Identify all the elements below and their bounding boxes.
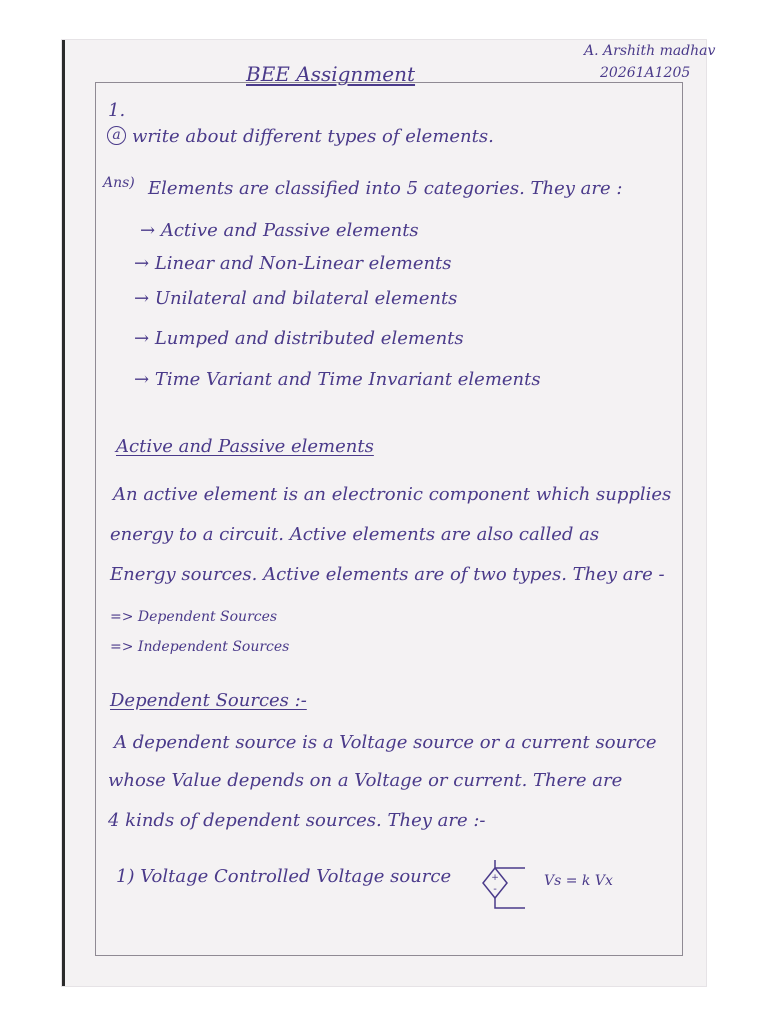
paragraph-line: energy to a circuit. Active elements are also called as <box>110 524 600 545</box>
list-item-label: Active and Passive elements <box>160 220 419 241</box>
answer-intro: Elements are classified into 5 categories. They are : <box>148 178 623 199</box>
roll-number: 20261A1205 <box>600 65 691 81</box>
answer-prefix: Ans) <box>103 175 135 191</box>
part-marker: a <box>107 126 126 145</box>
author-name: A. Arshith madhav <box>584 43 716 59</box>
arrow-icon: → <box>134 328 150 349</box>
section-heading-dependent: Dependent Sources :- <box>110 690 307 711</box>
paragraph-line: Energy sources. Active elements are of two types. They are - <box>110 564 665 585</box>
minus-sign: - <box>493 884 497 895</box>
paragraph-line: 4 kinds of dependent sources. They are :- <box>108 810 486 831</box>
arrow-icon: → <box>134 253 150 274</box>
list-item-label: Dependent Sources <box>137 609 278 625</box>
arrow-icon: → <box>140 220 156 241</box>
arrow-icon: → <box>134 369 150 390</box>
list-item-label: Unilateral and bilateral elements <box>154 288 458 309</box>
list-item <box>110 640 289 654</box>
list-item-label: Lumped and distributed elements <box>154 328 464 349</box>
page-shadow <box>62 40 65 986</box>
list-item-label: Time Variant and Time Invariant elements <box>154 369 541 390</box>
list-item-label: Independent Sources <box>137 639 290 655</box>
paragraph-line: An active element is an electronic component which supplies <box>113 484 672 505</box>
plus-sign: + <box>491 873 499 883</box>
source-type-item: 1) Voltage Controlled Voltage source <box>116 866 452 887</box>
page-title: BEE Assignment <box>246 62 416 86</box>
list-item <box>134 290 457 308</box>
list-item-label: Linear and Non-Linear elements <box>154 253 452 274</box>
double-arrow-icon: => <box>110 609 134 625</box>
question-text: write about different types of elements. <box>132 126 494 147</box>
dependent-voltage-source-icon <box>480 856 530 916</box>
question-number: 1. <box>108 100 126 121</box>
paragraph-line: A dependent source is a Voltage source or a current source <box>114 732 657 753</box>
list-item <box>134 255 452 273</box>
double-arrow-icon: => <box>110 639 134 655</box>
source-formula: Vs = k Vx <box>544 873 613 889</box>
list-item <box>140 222 419 240</box>
section-heading-active: Active and Passive elements <box>116 436 374 457</box>
arrow-icon: → <box>134 288 150 309</box>
list-item <box>134 371 541 389</box>
list-item <box>110 610 277 624</box>
list-item <box>134 330 464 348</box>
paragraph-line: whose Value depends on a Voltage or current. There are <box>108 770 623 791</box>
